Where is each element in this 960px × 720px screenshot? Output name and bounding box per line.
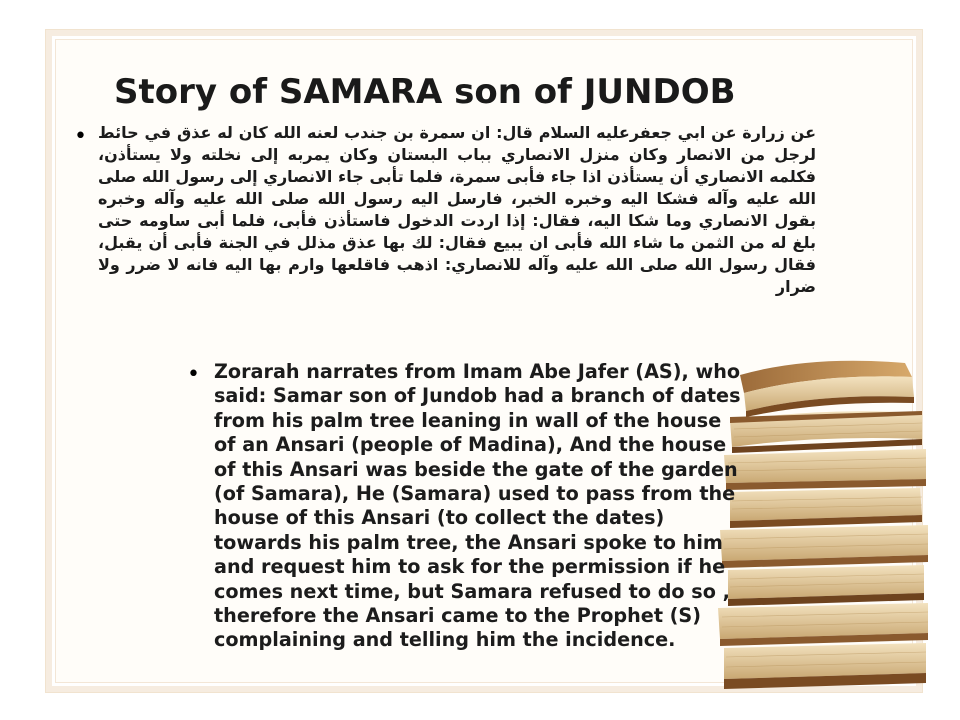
arabic-paragraph: عن زرارة عن ابي جعفرعليه السلام قال: ان سمرة بن جندب لعنه الله كان له عذق في حائط لرجل من الانصار وكان منزل الانصاري بباب البستان وكان يمربه إلى نخلته ولا يستأذن، فكلمه الانصاري أن يستأذن اذا جاء فأبى سمرة، فلما تأبى جاء الانصاري إلى رسول الله صلى الله عليه وآله فشكا اليه وخبره الخبر، فارسل اليه رسول الله صلى الله عليه وآله وخبره بقول الانصاري وما شكا اليه، فقال: إذا اردت الدخول فاستأذن فأبى، فلما أبى ساومه حتى بلغ له من الثمن ما شاء الله فأبى ان يبيع فقال: لك بها عذق مذلل في الجنة فأبى أن يقبل، فقال رسول الله صلى الله عليه وآله للانصاري: اذهب فاقلعها وارم بها اليه فانه لا ضرر ولا ضرار (98, 123, 816, 296)
bullet-marker: • (74, 124, 87, 149)
slide-title: Story of SAMARA son of JUNDOB (114, 72, 736, 112)
english-paragraph: Zorarah narrates from Imam Abe Jafer (AS), who said: Samar son of Jundob had a branch of dates from his palm tree leaning in wall of the house of an Ansari (people of Madina), And the house of this Ansari was beside the gate of the garden (of Samara), He (Samara) used to pass from the house of this Ansari (to collect the dates) towards his palm tree, the Ansari spoke to him and request him to ask for the permission if he comes next time, but Samara refused to do so , therefore the Ansari came to the Prophet (S) complaining and telling him the incidence. (214, 360, 741, 652)
bullet-marker: • (187, 362, 200, 387)
